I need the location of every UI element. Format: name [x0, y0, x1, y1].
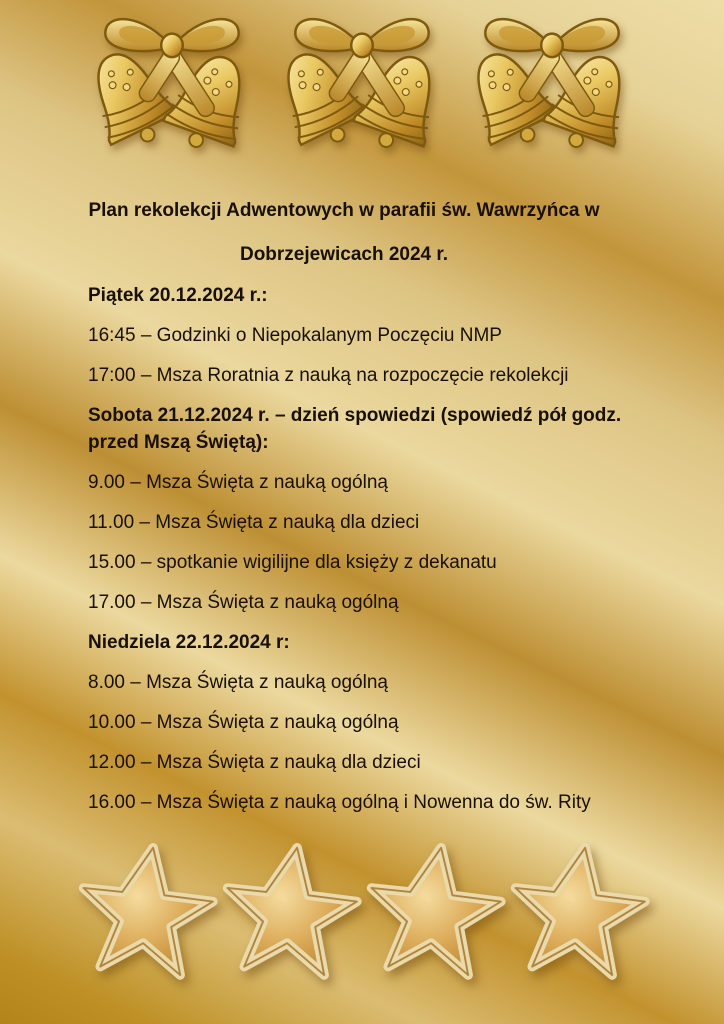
section-heading-saturday: Sobota 21.12.2024 r. – dzień spowiedzi (spowiedź pół godz. przed Mszą Świętą):: [88, 405, 622, 453]
schedule-item: 17.00 – Msza Święta z nauką ogólną: [88, 592, 399, 613]
schedule-item: 17:00 – Msza Roratnia z nauką na rozpoczęcie rekolekcji: [88, 365, 569, 386]
schedule-item: 10.00 – Msza Święta z nauką ogólną: [88, 712, 399, 733]
page-title: [88, 198, 600, 268]
page-title-line1: Plan rekolekcji Adwentowych w parafii św. Wawrzyńca w: [88, 200, 600, 221]
section-heading-friday: Piątek 20.12.2024 r.:: [88, 285, 268, 306]
section-heading-sunday: Niedziela 22.12.2024 r:: [88, 632, 290, 653]
golden-star-icon: [70, 836, 222, 988]
stars-ornament-row: [0, 836, 724, 988]
page-title-line2: Dobrzejewicach 2024 r.: [239, 244, 449, 265]
golden-star-icon: [214, 836, 366, 988]
schedule-item: 11.00 – Msza Święta z nauką dla dzieci: [88, 512, 420, 533]
schedule-content: [88, 198, 662, 829]
golden-star-icon: [358, 836, 510, 988]
schedule-item: 15.00 – spotkanie wigilijne dla księży z dekanatu: [88, 552, 497, 573]
schedule-item: 16.00 – Msza Święta z nauką ogólną i Nowenna do św. Rity: [88, 792, 591, 813]
golden-star-icon: [502, 836, 654, 988]
bells-ornament-row: [0, 10, 724, 169]
schedule-item: 16:45 – Godzinki o Niepokalanym Poczęciu NMP: [88, 325, 502, 346]
schedule-item: 12.00 – Msza Święta z nauką dla dzieci: [88, 752, 421, 773]
schedule-item: 9.00 – Msza Święta z nauką ogólną: [88, 472, 388, 493]
golden-bells-icon: [454, 10, 650, 169]
schedule-item: 8.00 – Msza Święta z nauką ogólną: [88, 672, 388, 693]
golden-bells-icon: [74, 10, 270, 169]
golden-bells-icon: [264, 10, 460, 169]
